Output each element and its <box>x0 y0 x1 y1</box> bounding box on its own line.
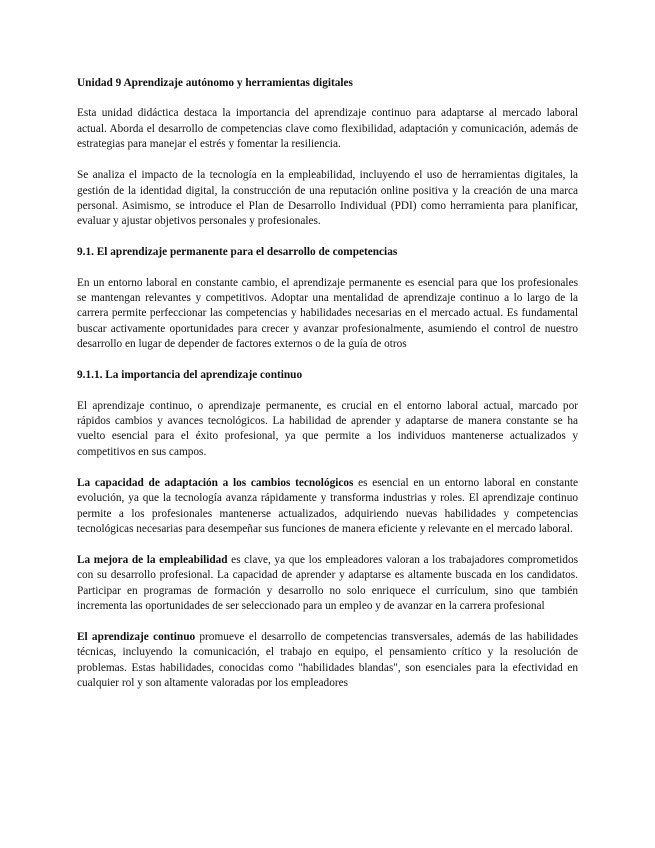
section-9-1-1-paragraph: El aprendizaje continuo, o aprendizaje permanente, es crucial en el entorno laboral actual, marcado por rápidos cambios y avances tecnológicos. La habilidad de aprender y adaptarse de manera constante se ha vuelto esencial para el éxito profesional, ya que permite a los individuos mantenerse actualizados y competitivos en sus campos. <box>77 399 578 458</box>
point-employability-paragraph <box>77 553 578 615</box>
point-adaptation-text: es esencial en un entorno laboral en constante evolución, ya que la tecnología avanza rápidamente y transforma industrias y roles. El aprendizaje continuo permite a los profesionales mantenerse actualizados, adquiriendo nuevas habilidades y competencias tecnológicas necesarias para desempeñar sus funciones de manera eficiente y relevante en el mercado laboral. <box>77 476 578 535</box>
point-soft-skills-lead: El aprendizaje continuo <box>77 630 196 643</box>
section-heading-9-1-1: 9.1.1. La importancia del aprendizaje continuo <box>77 369 303 382</box>
point-employability-text: es clave, ya que los empleadores valoran a los trabajadores comprometidos con su desarrollo profesional. La capacidad de aprender y adaptarse es altamente buscada en los candidatos. Participar en programas de formación y desarrollo no solo enriquece el currículum, sino que también incrementa las oportunidades de ser seleccionado para un empleo y de avanzar en la carrera profesional <box>77 553 578 613</box>
point-employability-lead: La mejora de la empleabilidad <box>77 553 228 566</box>
section-heading-9-1: 9.1. El aprendizaje permanente para el desarrollo de competencias <box>77 246 398 259</box>
point-soft-skills-text: promueve el desarrollo de competencias transversales, además de las habilidades técnicas, incluyendo la comunicación, el trabajo en equipo, el pensamiento crítico y la resolución de problemas. Estas habilidades, conocidas como "habilidades blandas", son esenciales para la efectividad en cualquier rol y son altamente valoradas por los empleadores <box>77 630 579 690</box>
point-soft-skills-paragraph <box>77 630 578 692</box>
section-9-1-paragraph: En un entorno laboral en constante cambio, el aprendizaje permanente es esencial para que los profesionales se mantengan relevantes y competitivos. Adoptar una mentalidad de aprendizaje continuo a lo largo de la carrera permite perfeccionar las competencias y habilidades necesarias en el mercado actual. Es fundamental buscar activamente oportunidades para crecer y avanzar profesionalmente, asumiendo el control de nuestro desarrollo en lugar de depender de factores externos o de la guía de otros <box>77 276 578 351</box>
point-adaptation-lead: La capacidad de adaptación a los cambios tecnológicos <box>77 476 354 489</box>
intro-paragraph-2: Se analiza el impacto de la tecnología en la empleabilidad, incluyendo el uso de herramientas digitales, la gestión de la identidad digital, la construcción de una reputación online positiva y la creación de una marca personal. Asimismo, se introduce el Plan de Desarrollo Individual (PDI) como herramienta para planificar, evaluar y ajustar objetivos personales y profesionales. <box>77 169 578 228</box>
document-title: Unidad 9 Aprendizaje autónomo y herramientas digitales <box>77 77 353 89</box>
document-page <box>77 76 578 707</box>
point-adaptation-paragraph <box>77 476 578 538</box>
intro-paragraph-1: Esta unidad didáctica destaca la importancia del aprendizaje continuo para adaptarse al mercado laboral actual. Aborda el desarrollo de competencias clave como flexibilidad, adaptación y comunicación, además de estrategias para manejar el estrés y fomentar la resiliencia. <box>77 107 578 151</box>
